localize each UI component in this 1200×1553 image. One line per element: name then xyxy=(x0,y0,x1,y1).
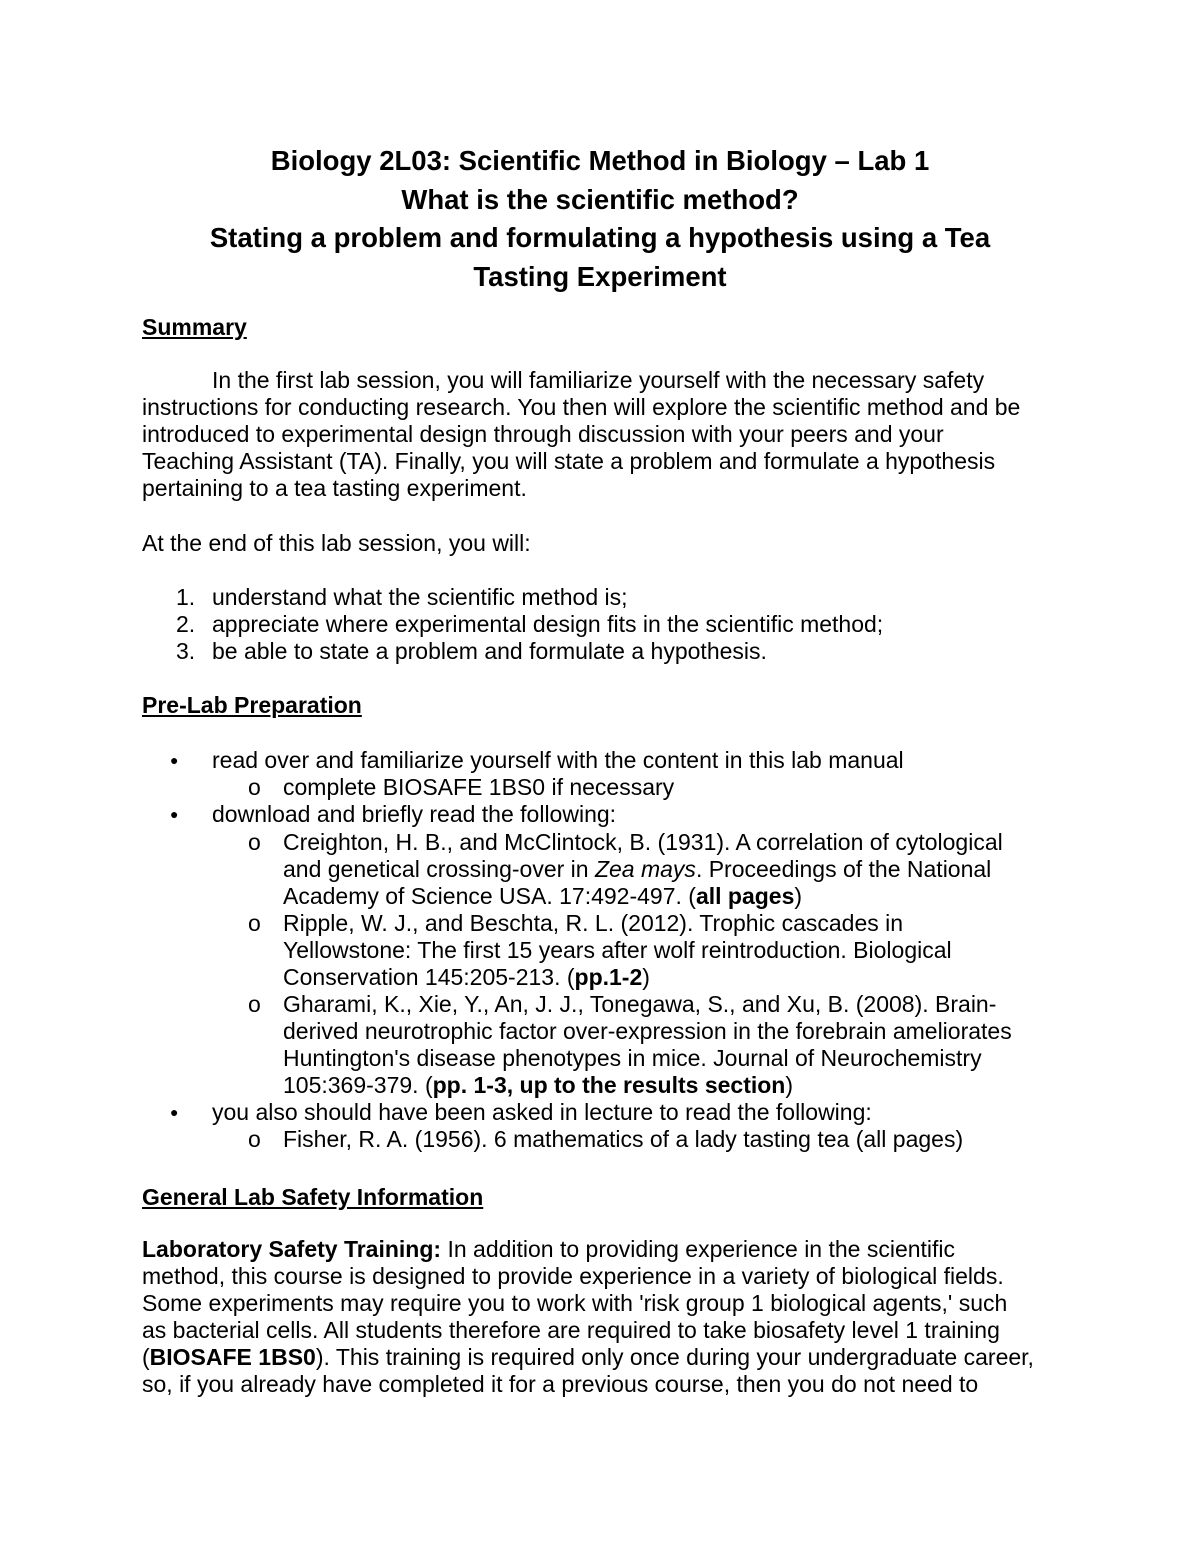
reference-italic: Zea mays xyxy=(594,856,696,882)
objectives-intro: At the end of this lab session, you will: xyxy=(142,530,531,556)
reference-line: Creighton, H. B., and McClintock, B. (1931). A correlation of cytological xyxy=(283,829,1003,855)
prelab-heading: Pre-Lab Preparation xyxy=(142,692,362,718)
reference-text: ) xyxy=(642,964,650,990)
title-line-4: Tasting Experiment xyxy=(473,260,727,292)
prelab-sub-item xyxy=(0,774,1200,801)
reference-text: . Proceedings of the National xyxy=(695,856,992,882)
prelab-bullet-text: you also should have been asked in lecture to read the following: xyxy=(212,1099,872,1125)
safety-text: ( xyxy=(142,1344,150,1370)
prelab-sub-text: Fisher, R. A. (1956). 6 mathematics of a lady tasting tea (all pages) xyxy=(283,1126,964,1152)
prelab-bullet xyxy=(0,801,1200,828)
reference-line xyxy=(283,1072,793,1099)
summary-paragraph-line: In the first lab session, you will familiarize yourself with the necessary safety xyxy=(212,367,985,393)
summary-paragraph-line: instructions for conducting research. You then will explore the scientific method and be xyxy=(142,394,1021,420)
objective-text: appreciate where experimental design fits in the scientific method; xyxy=(212,611,884,637)
safety-text: In addition to providing experience in the scientific xyxy=(441,1236,956,1262)
reference-line: derived neurotrophic factor over-expression in the forebrain ameliorates xyxy=(283,1018,1012,1044)
safety-paragraph-line: so, if you already have completed it for a previous course, then you do not need to xyxy=(142,1371,979,1397)
sub-bullet-icon: o xyxy=(248,774,261,800)
safety-bold: BIOSAFE 1BS0 xyxy=(149,1344,316,1370)
reference-item xyxy=(0,910,1200,937)
safety-paragraph-line xyxy=(142,1344,1034,1371)
prelab-bullet-text: download and briefly read the following: xyxy=(212,801,617,827)
safety-paragraph-line: Some experiments may require you to work with 'risk group 1 biological agents,' such xyxy=(142,1290,1008,1316)
reference-line: Gharami, K., Xie, Y., An, J. J., Tonegawa, S., and Xu, B. (2008). Brain- xyxy=(283,991,997,1017)
reference-line xyxy=(283,964,650,991)
prelab-sub-item xyxy=(0,1126,1200,1153)
reference-text: ) xyxy=(794,883,803,909)
prelab-bullet xyxy=(0,747,1200,774)
title-line-1: Biology 2L03: Scientific Method in Biology – Lab 1 xyxy=(270,145,930,176)
reference-text: and genetical crossing-over in xyxy=(283,856,595,882)
reference-bold: pp.1-2 xyxy=(574,964,643,990)
summary-paragraph-line: introduced to experimental design through discussion with your peers and your xyxy=(142,421,944,447)
prelab-sub-text: complete BIOSAFE 1BS0 if necessary xyxy=(283,774,675,800)
safety-paragraph-line xyxy=(142,1236,955,1263)
sub-bullet-icon: o xyxy=(248,910,261,936)
reference-line: Huntington's disease phenotypes in mice. Journal of Neurochemistry xyxy=(283,1045,982,1071)
bullet-icon: ● xyxy=(170,806,179,822)
reference-line xyxy=(283,883,802,910)
reference-bold: all pages xyxy=(695,883,795,909)
title-line-3: Stating a problem and formulating a hypothesis using a Tea xyxy=(209,222,991,253)
safety-heading: General Lab Safety Information xyxy=(142,1184,484,1210)
reference-item xyxy=(0,991,1200,1018)
reference-item xyxy=(0,829,1200,856)
bullet-icon: ● xyxy=(170,1104,179,1120)
prelab-bullet-text: read over and familiarize yourself with the content in this lab manual xyxy=(212,747,904,773)
objective-text: understand what the scientific method is; xyxy=(212,584,628,610)
title-line-2: What is the scientific method? xyxy=(401,183,799,215)
reference-text: ) xyxy=(785,1072,794,1098)
reference-text: 105:369-379. ( xyxy=(283,1072,433,1098)
summary-paragraph-line: Teaching Assistant (TA). Finally, you will state a problem and formulate a hypothesis xyxy=(142,448,996,474)
objective-text: be able to state a problem and formulate a hypothesis. xyxy=(212,638,767,664)
summary-heading: Summary xyxy=(142,314,247,340)
reference-text: Conservation 145:205-213. ( xyxy=(283,964,575,990)
safety-paragraph-line: as bacterial cells. All students therefore are required to take biosafety level 1 training xyxy=(142,1317,1000,1343)
safety-lead: Laboratory Safety Training: xyxy=(142,1236,442,1262)
reference-bold: pp. 1-3, up to the results section xyxy=(432,1072,786,1098)
bullet-icon: ● xyxy=(170,752,179,768)
reference-line xyxy=(283,856,991,883)
summary-paragraph-line: pertaining to a tea tasting experiment. xyxy=(142,475,527,501)
objective-number: 2. xyxy=(176,611,196,637)
objective-number: 3. xyxy=(176,638,196,664)
sub-bullet-icon: o xyxy=(248,1126,261,1152)
sub-bullet-icon: o xyxy=(248,991,261,1017)
objective-number: 1. xyxy=(176,584,196,610)
document-title xyxy=(100,142,1100,296)
safety-paragraph-line: method, this course is designed to provide experience in a variety of biological fields. xyxy=(142,1263,1004,1289)
reference-text: Academy of Science USA. 17:492-497. ( xyxy=(283,883,696,909)
safety-text: ). This training is required only once during your undergraduate career, xyxy=(315,1344,1034,1370)
reference-line: Yellowstone: The first 15 years after wolf reintroduction. Biological xyxy=(283,937,952,963)
reference-line: Ripple, W. J., and Beschta, R. L. (2012). Trophic cascades in xyxy=(283,910,904,936)
prelab-bullet xyxy=(0,1099,1200,1126)
sub-bullet-icon: o xyxy=(248,829,261,855)
